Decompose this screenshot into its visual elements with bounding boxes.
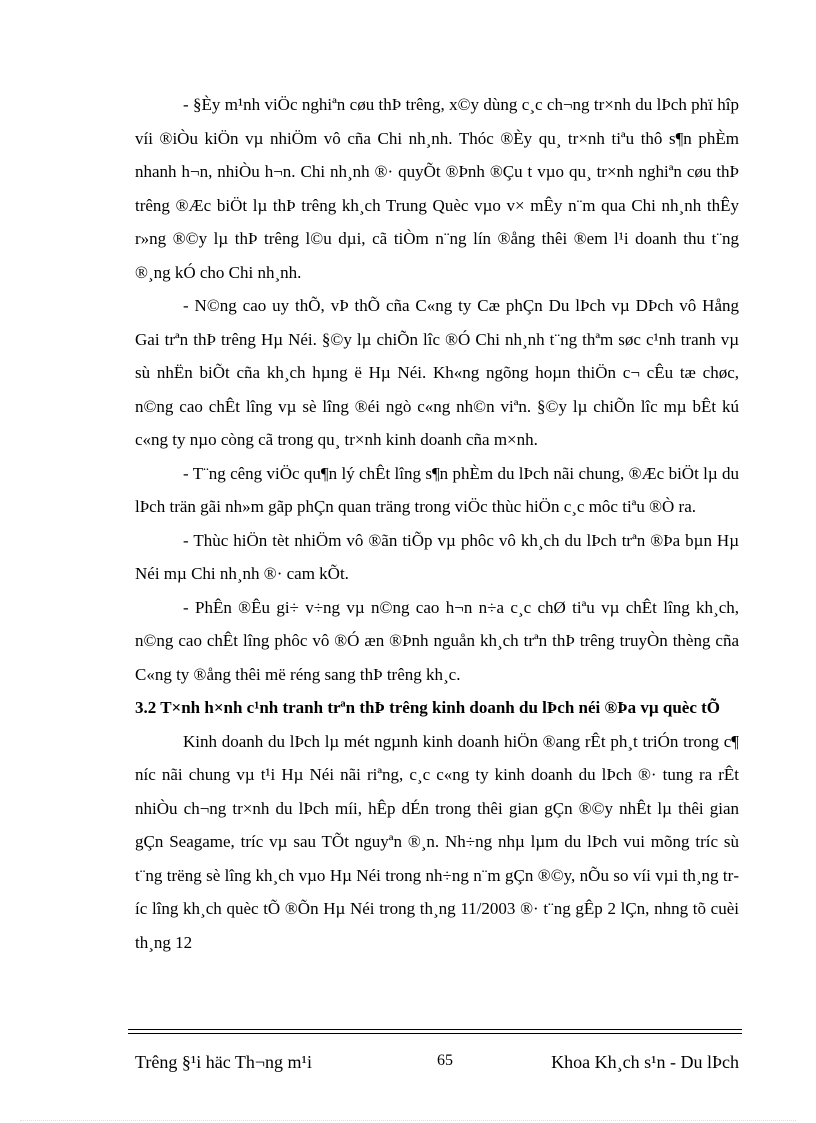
paragraph-2: - N©ng cao uy thÕ, vÞ thÕ cña C«ng ty Cæ phÇn Du lÞch vµ DÞch vô Hång Gai trªn thÞ trêng Hµ Néi. §©y lµ chiÕn lîc ®Ó Chi nh¸nh t¨ng thªm søc c¹nh tranh vµ sù nhËn biÕt cña kh¸ch hµng ë Hµ Néi. Kh«ng ngõng hoµn thiÖn c¬ cÊu tæ chøc, n©ng cao chÊt lîng vµ sè lîng ®éi ngò c«ng nh©n viªn. §©y lµ chiÕn lîc mµ bÊt kú c«ng ty nµo còng cã trong qu¸ tr×nh kinh doanh cña m×nh.	[135, 296, 739, 449]
page-footer	[135, 1052, 739, 1078]
paragraph-4: - Thùc hiÖn tèt nhiÖm vô ®ãn tiÕp vµ phôc vô kh¸ch du lÞch trªn ®Þa bµn Hµ Néi mµ Chi nh¸nh ®· cam kÕt.	[135, 530, 739, 583]
section-heading: 3.2 T×nh h×nh c¹nh tranh trªn thÞ trêng kinh doanh du lÞch néi ®Þa vµ quèc tÕ	[135, 698, 721, 717]
page-edge-divider	[20, 1120, 796, 1121]
paragraph-6: Kinh doanh du lÞch lµ mét ngµnh kinh doanh hiÖn ®ang rÊt ph¸t triÓn trong c¶ níc nãi chung vµ t¹i Hµ Néi nãi riªng, c¸c c«ng ty kinh doanh du lÞch ®· tung ra rÊt nhiÒu ch¬ng tr×nh du lÞch míi, hÊp dÉn trong thêi gian gÇn ®©y nhÊt lµ thêi gian gÇn Seagame, tríc vµ sau TÕt nguyªn ®¸n. Nh÷ng nhµ lµm du lÞch vui mõng tríc sù t¨ng trëng sè lîng kh¸ch vµo Hµ Néi trong nh÷ng n¨m gÇn ®©y, nÕu so víi vµi th¸ng tríc lîng kh¸ch quèc tÕ ®Õn Hµ Néi trong th¸ng 11/2003 ®· t¨ng gÊp 2 lÇn, nhng tõ cuèi th¸ng 12	[135, 731, 739, 952]
footer-university: Trêng §¹i häc Th¬ng m¹i	[135, 1052, 312, 1072]
footer-rule-top	[128, 1029, 742, 1030]
paragraph-3: - T¨ng cêng viÖc qu¶n lý chÊt lîng s¶n phÈm du lÞch nãi chung, ®Æc biÖt lµ du lÞch trän gãi nh»m gãp phÇn quan träng trong viÖc thùc hiÖn c¸c môc tiªu ®Ò ra.	[135, 463, 739, 516]
footer-rule-bottom	[128, 1033, 742, 1034]
page-number: 65	[437, 1052, 453, 1069]
body-text	[135, 88, 739, 959]
footer-faculty: Khoa Kh¸ch s¹n - Du lÞch	[551, 1052, 739, 1072]
paragraph-5: - PhÊn ®Êu gi÷ v÷ng vµ n©ng cao h¬n n÷a c¸c chØ tiªu vµ chÊt lîng kh¸ch, n©ng cao chÊt lîng phôc vô ®Ó æn ®Þnh nguån kh¸ch trªn thÞ trêng truyÒn thèng cña C«ng ty ®ång thêi më réng sang thÞ trêng kh¸c.	[135, 597, 739, 684]
paragraph-1: - §Èy m¹nh viÖc nghiªn cøu thÞ trêng, x©y dùng c¸c ch¬ng tr×nh du lÞch phï hîp víi ®iÒu kiÖn vµ nhiÖm vô cña Chi nh¸nh. Thóc ®Èy qu¸ tr×nh tiªu thô s¶n phÈm nhanh h¬n, nhiÒu h¬n. Chi nh¸nh ®· quyÕt ®Þnh ®Çu t vµo qu¸ tr×nh nghiªn cøu thÞ trêng ®Æc biÖt lµ thÞ trêng kh¸ch Trung Quèc vµo v× mÊy n¨m qua Chi nh¸nh thÊy r»ng ®©y lµ thÞ trêng l©u dµi, cã tiÒm n¨ng lín ®ång thêi ®em l¹i doanh thu t¨ng ®¸ng kÓ cho Chi nh¸nh.	[135, 95, 739, 282]
